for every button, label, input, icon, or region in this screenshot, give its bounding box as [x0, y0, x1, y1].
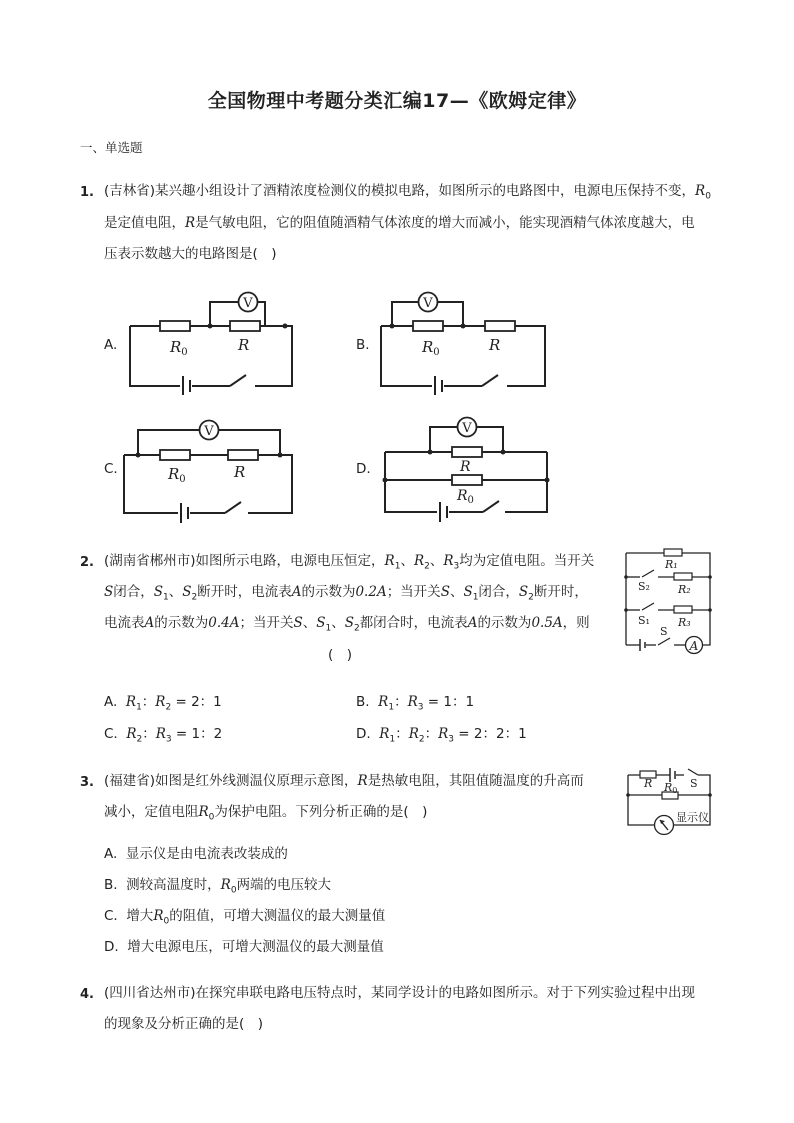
voltmeter-label: V [243, 296, 253, 311]
question-text: 压表示数越大的电路图是( ) [104, 246, 277, 262]
circuit-diagram-q2 [618, 545, 718, 657]
option-d: D. 增大电源电压，可增大测温仪的最大测量值 [104, 939, 384, 955]
question-number: 3. [80, 775, 94, 790]
svg-text:R: R [234, 463, 246, 481]
svg-text:R: R [460, 459, 471, 475]
svg-text:R₃: R₃ [678, 616, 691, 629]
svg-text:A: A [689, 639, 699, 653]
option-a: A. 显示仪是由电流表改装成的 [104, 846, 288, 862]
svg-text:S: S [660, 625, 668, 638]
svg-text:R: R [238, 336, 250, 354]
question-number: 2. [80, 555, 94, 570]
circuit-diagram-a [120, 290, 305, 395]
svg-text:R0: R0 [664, 781, 678, 795]
svg-text:R: R [489, 336, 501, 354]
option-b: B. 测较高温度时，$R_0$两端的电压较大 [104, 877, 332, 896]
option-c: C. $R_2$：$R_3 = 1$：2 [104, 726, 223, 745]
question-text: S闭合，$S_1$、$S_2$断开时，电流表A的示数为0.2A；当开关S、$S_1$闭合，$S_2$断开时， [104, 584, 588, 603]
question-number: 4. [80, 987, 94, 1002]
option-d: D. $R_1$：$R_2$：$R_3 = 2$：2：1 [356, 726, 527, 745]
question-text: 减小，定值电阻$R_0$为保护电阻。下列分析正确的是( ) [104, 804, 428, 823]
svg-text:R0: $R_0$ [457, 488, 474, 506]
circuit-diagram-d [375, 412, 560, 527]
page-title: 全国物理中考题分类汇编17—《欧姆定律》 [207, 90, 587, 112]
option-label: B. [356, 337, 370, 353]
question-text: (湖南省郴州市)如图所示电路，电源电压恒定，$R_1$、$R_2$、$R_3$均为定值电阻。当开关 [104, 553, 595, 572]
question-text: 的现象及分析正确的是( ) [104, 1016, 264, 1032]
question-text: (福建省)如图是红外线测温仪原理示意图，R是热敏电阻，其阻值随温度的升高而 [104, 773, 584, 789]
option-label: C. [104, 461, 118, 477]
svg-text:S₂: S₂ [638, 580, 650, 593]
question-text: 电流表A的示数为0.4A；当开关S、$S_1$、$S_2$都闭合时，电流表A的示数为0.5A，则 [104, 615, 590, 634]
svg-text:V: V [204, 424, 214, 439]
svg-text:R₁: R₁ [665, 558, 678, 571]
question-text: (四川省达州市)在探究串联电路电压特点时，某同学设计的电路如图所示。对于下列实验过程中出现 [104, 985, 696, 1001]
question-number: 1. [80, 185, 94, 200]
svg-text:R0: $R_0$ [422, 338, 440, 358]
option-a: A. $R_1$：$R_2 = 2$：1 [104, 694, 222, 713]
svg-text:V: V [462, 421, 472, 436]
question-text: (吉林省)某兴趣小组设计了酒精浓度检测仪的模拟电路，如图所示的电路图中，电源电压保持不变，$R_0$ [104, 183, 711, 202]
svg-text:V: V [423, 296, 433, 311]
svg-text:R0: $R_0$ [170, 338, 188, 358]
question-text: 是定值电阻，R是气敏电阻，它的阻值随酒精气体浓度的增大而减小，能实现酒精气体浓度越大，电 [104, 215, 695, 231]
section-heading: 一、单选题 [80, 140, 143, 155]
svg-text:R: R [644, 777, 653, 790]
svg-text:R0: $R_0$ [168, 465, 186, 485]
svg-text:显示仪: 显示仪 [676, 811, 709, 824]
option-label: D. [356, 461, 371, 477]
svg-text:S₁: S₁ [638, 614, 650, 627]
answer-parentheses: ( ) [328, 647, 353, 663]
svg-text:R₂: R₂ [678, 583, 691, 596]
option-c: C. 增大$R_0$的阻值，可增大测温仪的最大测量值 [104, 908, 386, 927]
option-label: A. [104, 337, 118, 353]
circuit-diagram-c [120, 415, 305, 525]
option-b: B. $R_1$：$R_3 = 1$：1 [356, 694, 475, 713]
circuit-diagram-b [375, 290, 560, 395]
svg-text:S: S [690, 777, 698, 790]
circuit-diagram-q3 [622, 765, 720, 837]
